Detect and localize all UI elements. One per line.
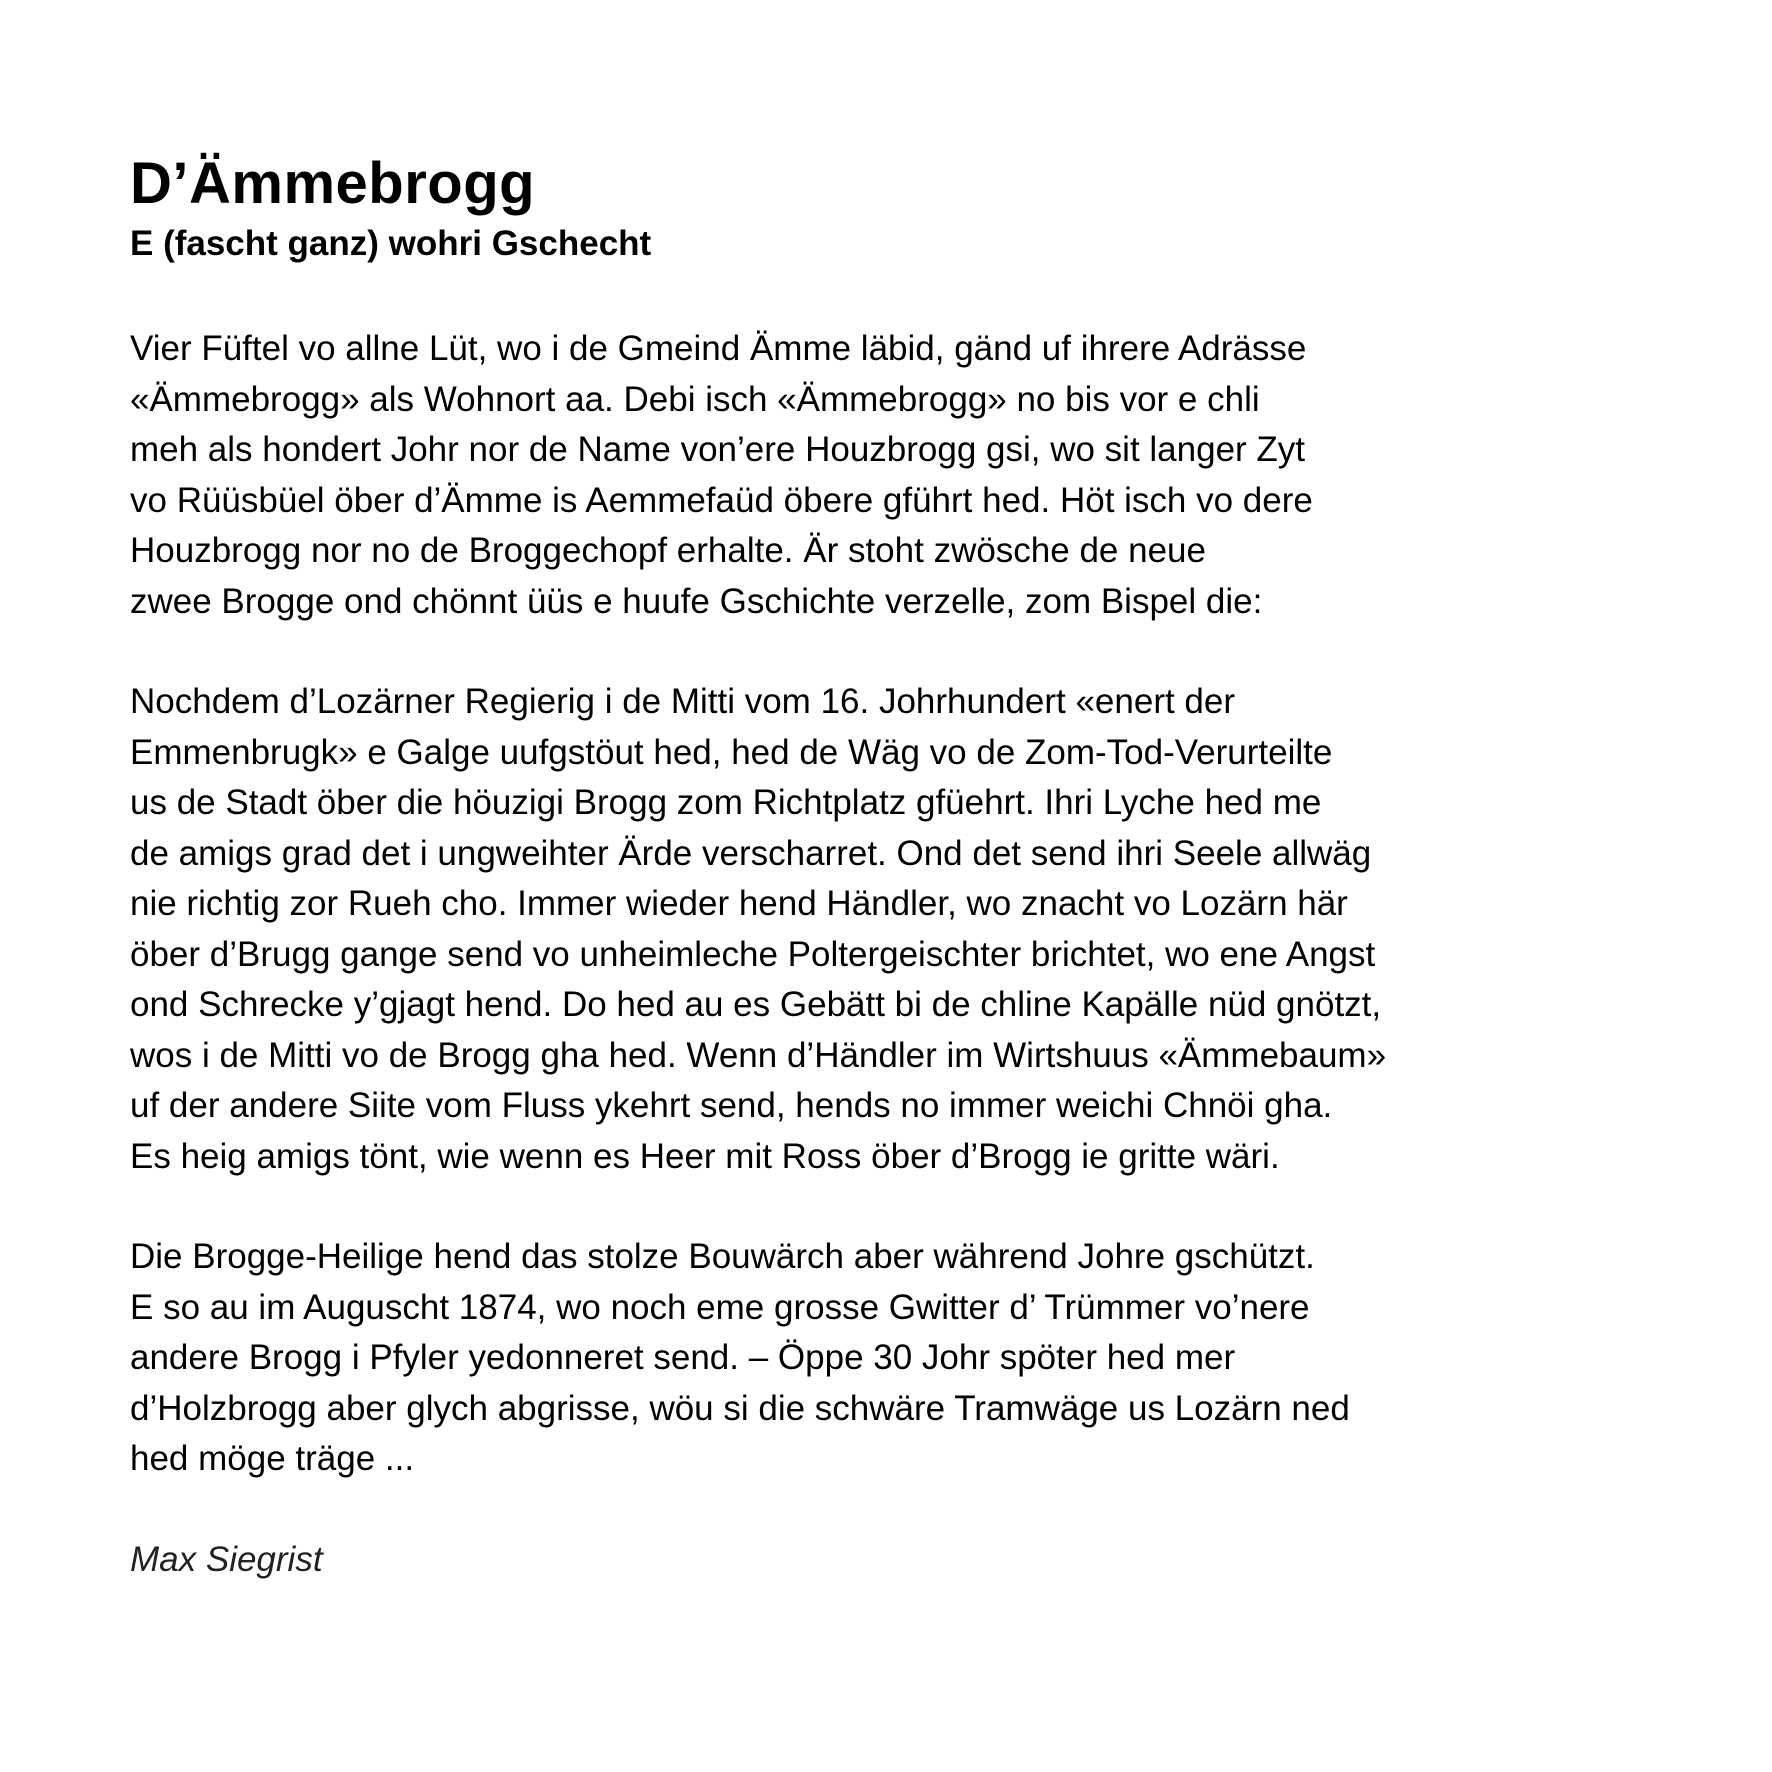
text-line: vo Rüüsbüel öber d’Ämme is Aemmefaüd öbere gführt hed. Höt isch vo dere <box>130 480 1313 520</box>
text-line: us de Stadt öber die höuzigi Brogg zom Richtplatz gfüehrt. Ihri Lyche hed me <box>130 783 1322 822</box>
document-page <box>130 150 1690 1585</box>
paragraph-1 <box>130 324 1690 627</box>
author-signature: Max Siegrist <box>130 1539 323 1579</box>
text-line: andere Brogg i Pfyler yedonneret send. – Öppe 30 Johr spöter hed mer <box>130 1338 1236 1377</box>
text-line: zwee Brogge ond chönnt üüs e huufe Gschichte verzelle, zom Bispel die: <box>130 581 1263 621</box>
text-line: uf der andere Siite vom Fluss ykehrt send, hends no immer weichi Chnöi gha. <box>130 1086 1333 1125</box>
text-line: ond Schrecke y’gjagt hend. Do hed au es Gebätt bi de chline Kapälle nüd gnötzt, <box>130 985 1382 1024</box>
text-line: Houzbrogg nor no de Broggechopf erhalte. Är stoht zwösche de neue <box>130 531 1206 570</box>
text-line: Vier Füftel vo allne Lüt, wo i de Gmeind Ämme läbid, gänd uf ihrere Adrässe <box>130 329 1307 368</box>
text-line: hed möge träge ... <box>130 1439 415 1478</box>
paragraph-2 <box>130 677 1690 1182</box>
text-line: meh als hondert Johr nor de Name von’ere Houzbrogg gsi, wo sit langer Zyt <box>130 430 1306 469</box>
text-line: öber d’Brugg gange send vo unheimleche Poltergeischter brichtet, wo ene Angst <box>130 934 1376 974</box>
text-line: Es heig amigs tönt, wie wenn es Heer mit Ross öber d’Brogg ie gritte wäri. <box>130 1136 1280 1176</box>
text-line: Die Brogge-Heilige hend das stolze Bouwärch aber während Johre gschützt. <box>130 1237 1315 1276</box>
text-line: de amigs grad det i ungweihter Ärde verscharret. Ond det send ihri Seele allwäg <box>130 833 1372 873</box>
page-subtitle: E (fascht ganz) wohri Gschecht <box>130 224 652 263</box>
text-line: Emmenbrugk» e Galge uufgstöut hed, hed de Wäg vo de Zom-Tod-Verurteilte <box>130 732 1333 772</box>
page-title: D’Ämmebrogg <box>130 151 536 216</box>
text-line: E so au im Auguscht 1874, wo noch eme grosse Gwitter d’ Trümmer vo’nere <box>130 1287 1310 1327</box>
text-line: «Ämmebrogg» als Wohnort aa. Debi isch «Ämmebrogg» no bis vor e chli <box>130 379 1260 419</box>
text-line: wos i de Mitti vo de Brogg gha hed. Wenn d’Händler im Wirtshuus «Ämmebaum» <box>130 1035 1387 1075</box>
text-line: d’Holzbrogg aber glych abgrisse, wöu si die schwäre Tramwäge us Lozärn ned <box>130 1388 1350 1428</box>
text-line: nie richtig zor Rueh cho. Immer wieder hend Händler, wo znacht vo Lozärn här <box>130 884 1348 923</box>
text-line: Nochdem d’Lozärner Regierig i de Mitti vom 16. Johrhundert «enert der <box>130 682 1236 721</box>
paragraph-3 <box>130 1232 1690 1485</box>
